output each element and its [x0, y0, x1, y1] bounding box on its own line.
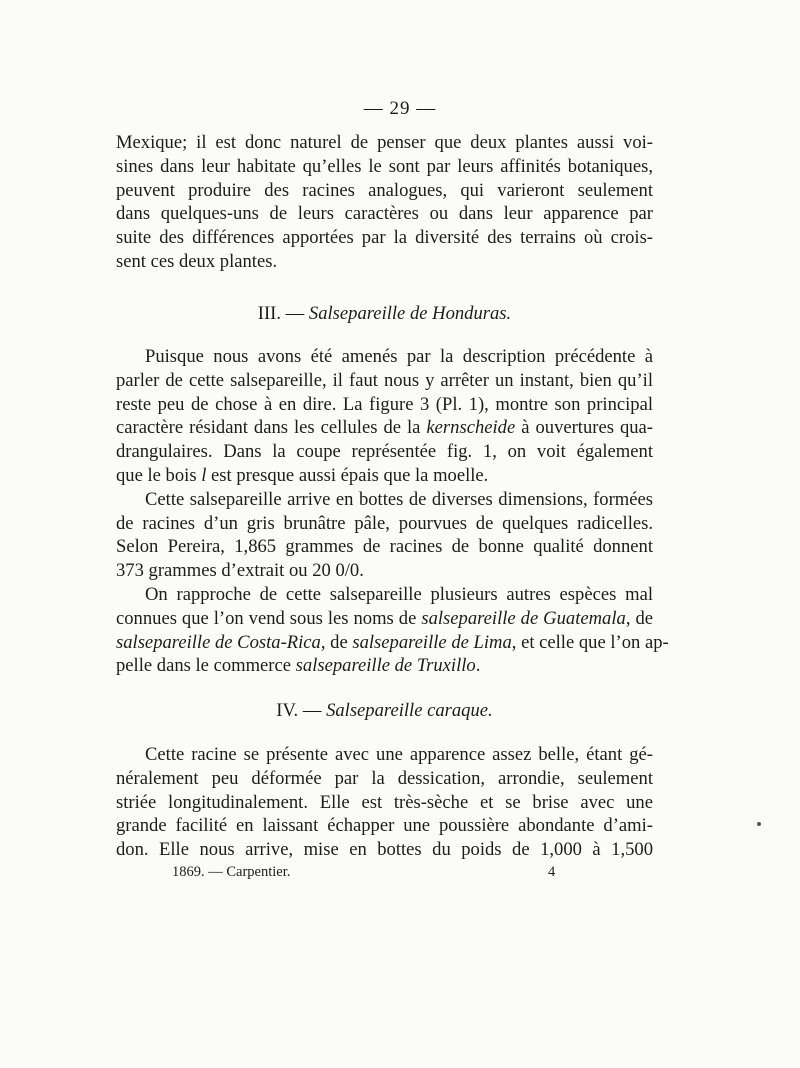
section-title: Salsepareille caraque.: [326, 700, 493, 721]
section-number: III.: [257, 303, 282, 324]
text-run: à ouvertures qua-: [515, 417, 653, 439]
text-run: que le bois: [116, 464, 202, 486]
section-dash: —: [298, 700, 327, 721]
text-run: est presque aussi épais que la moelle.: [206, 464, 489, 486]
signature-mark: 4: [548, 864, 556, 880]
text-line: peuvent produire des racines analogues, qui varieront seulement: [116, 179, 653, 201]
text-line: sent ces deux plantes.: [116, 250, 278, 272]
text-line: [116, 416, 653, 440]
text-line: de racines d’un gris brunâtre pâle, pourvues de quelques radicelles.: [116, 512, 653, 534]
text-line: [116, 464, 653, 488]
italic-term: salsepareille de Lima: [352, 631, 512, 653]
text-line: sines dans leur habitate qu’elles le sont par leurs affinités botaniques,: [116, 155, 653, 177]
text-run: , et celle que l’on ap-: [511, 631, 669, 653]
text-line: don. Elle nous arrive, mise en bottes du poids de 1,000 à 1,500: [116, 839, 653, 861]
text-line: [116, 607, 653, 631]
paragraph-intro: [116, 131, 653, 274]
italic-term: kernscheide: [426, 417, 516, 439]
italic-term: salsepareille de Truxillo: [295, 655, 476, 677]
section-number: IV.: [276, 700, 299, 721]
text-line: dans quelques-uns de leurs caractères ou dans leur apparence par: [116, 203, 653, 225]
text-line: On rapproche de cette salsepareille plusieurs autres espèces mal: [145, 583, 653, 605]
section-iii-body: [116, 345, 669, 678]
text-line: [116, 631, 669, 655]
italic-term: salsepareille de Costa-Rica: [116, 631, 321, 653]
text-run: pelle dans le commerce: [116, 655, 296, 677]
italic-letter: l: [201, 464, 207, 486]
text-line: drangulaires. Dans la coupe représentée fig. 1, on voit également: [116, 441, 653, 463]
text-run: connues que l’on vend sous les noms de: [116, 607, 422, 629]
text-run: , de: [320, 631, 353, 653]
italic-term: salsepareille de Guatemala: [421, 607, 626, 629]
section-heading-iii: [116, 303, 653, 325]
section-iv-body: [116, 743, 653, 862]
text-run: .: [475, 655, 481, 677]
text-line: suite des différences apportées par la diversité des terrains où crois-: [116, 227, 653, 249]
text-line: Cette racine se présente avec une apparence assez belle, étant gé-: [145, 744, 653, 765]
text-line: Cette salsepareille arrive en bottes de diverses dimensions, formées: [145, 488, 653, 510]
text-run: , de: [625, 607, 653, 629]
printer-signature: 1869. — Carpentier.: [172, 864, 291, 880]
text-line: Mexique; il est donc naturel de penser que deux plantes aussi voi-: [116, 132, 653, 153]
text-line: Selon Pereira, 1,865 grammes de racines de bonne qualité donnent: [116, 536, 653, 558]
page-number: — 29 —: [363, 98, 437, 119]
text-line: [116, 654, 653, 678]
footer: [0, 864, 800, 884]
text-line: parler de cette salsepareille, il faut nous y arrêter un instant, bien qu’il: [116, 369, 653, 391]
text-line: striée longitudinalement. Elle est très-sèche et se brise avec une: [116, 791, 653, 813]
text-run: caractère résidant dans les cellules de la: [116, 417, 427, 439]
text-line: reste peu de chose à en dire. La figure 3 (Pl. 1), montre son principal: [116, 393, 653, 415]
margin-speck: [757, 822, 761, 826]
text-line: néralement peu déformée par la dessication, arrondie, seulement: [116, 767, 653, 789]
section-dash: —: [281, 303, 309, 324]
text-line: 373 grammes d’extrait ou 20 0/0.: [116, 560, 364, 582]
text-line: Puisque nous avons été amenés par la description précédente à: [145, 346, 653, 367]
section-title: Salsepareille de Honduras.: [308, 303, 512, 324]
section-heading-iv: [116, 700, 653, 722]
text-line: grande facilité en laissant échapper une poussière abondante d’ami-: [116, 815, 653, 837]
